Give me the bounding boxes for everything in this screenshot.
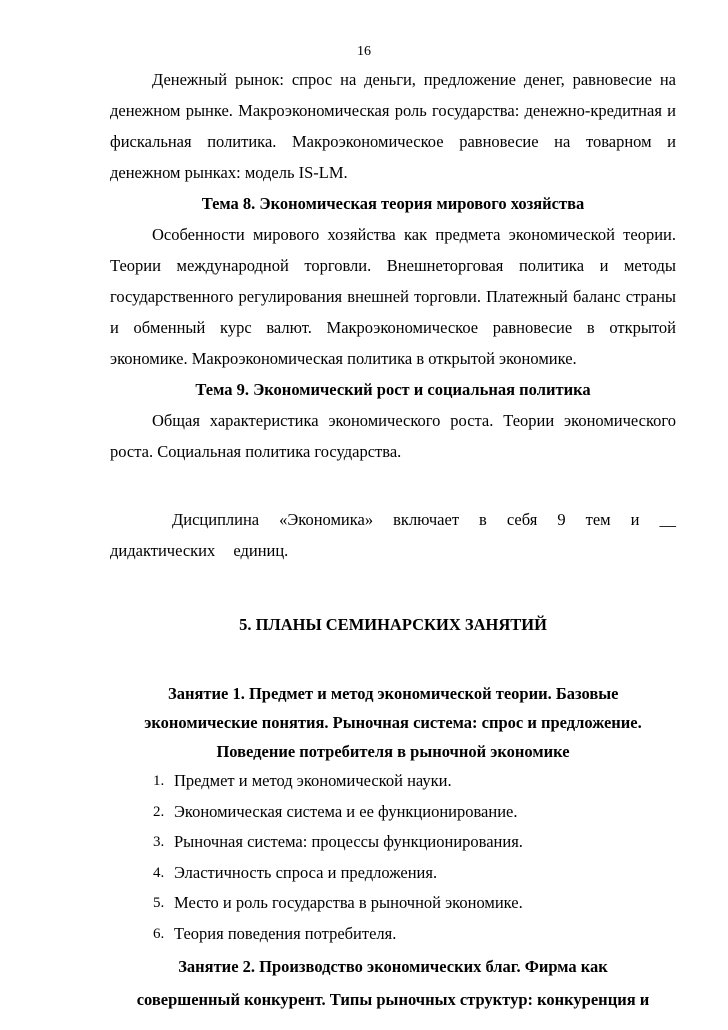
lesson-1-items	[110, 766, 676, 949]
lesson-1-title-line-2: экономические понятия. Рыночная система: спрос и предложение.	[144, 713, 642, 732]
list-item-text: Экономическая система и ее функционирование.	[174, 801, 518, 821]
list-item	[110, 888, 676, 919]
list-item-text: Теория поведения потребителя.	[174, 923, 397, 943]
paragraph-money-market: Денежный рынок: спрос на деньги, предложение денег, равновесие на денежном рынке. Макроэкономическая роль государства: денежно-кредитная и фискальная политика. Макроэкономическое равновесие на товарном и денежном рынках: модель IS-LM.	[110, 70, 676, 182]
topic-9-title: Тема 9. Экономический рост и социальная политика	[195, 380, 591, 399]
list-item-number: 4.	[153, 864, 165, 881]
lesson-2-title	[98, 950, 688, 1016]
page-number: 16	[357, 44, 371, 59]
lesson-1-title-line-3: Поведение потребителя в рыночной экономике	[216, 742, 570, 761]
list-item-number: 6.	[153, 925, 165, 942]
list-item-number: 1.	[153, 773, 165, 789]
list-item	[110, 797, 676, 828]
paragraph-topic-8: Особенности мирового хозяйства как предмета экономической теории. Теории международной торговли. Внешнеторговая политика и методы государственного регулирования внешней торговли. Платежный баланс страны и обменный курс валют. Макроэкономическое равновесие в открытой экономике. Макроэкономическая политика в открытой экономике.	[110, 225, 676, 368]
section-title: 5. ПЛАНЫ СЕМИНАРСКИХ ЗАНЯТИЙ	[239, 615, 547, 634]
lesson-2-title-line-2: совершенный конкурент. Типы рыночных структур: конкуренция и	[136, 990, 650, 1009]
discipline-statement	[110, 504, 676, 566]
lesson-1-title-line-1: Занятие 1. Предмет и метод экономической теории. Базовые	[168, 684, 619, 703]
discipline-tail: дидактических единиц.	[110, 541, 289, 560]
list-item	[110, 858, 676, 889]
lesson-2-title-line-1: Занятие 2. Производство экономических благ. Фирма как	[178, 957, 608, 976]
list-item	[110, 827, 676, 858]
paragraph-topic-9: Общая характеристика экономического роста. Теории экономического роста. Социальная политика государства.	[110, 411, 676, 461]
list-item-number: 2.	[153, 803, 165, 820]
list-item	[110, 919, 676, 950]
discipline-text: Дисциплина «Экономика» включает в себя 9 тем и	[172, 510, 640, 529]
list-item-number: 5.	[153, 895, 165, 911]
discipline-blank: __	[659, 510, 677, 529]
list-item-number: 3.	[153, 834, 165, 850]
list-item-text: Эластичность спроса и предложения.	[174, 862, 438, 882]
list-item-text: Место и роль государства в рыночной экономике.	[174, 893, 523, 912]
document-body	[110, 64, 676, 1016]
lesson-1-title	[98, 679, 688, 766]
topic-8-title: Тема 8. Экономическая теория мирового хозяйства	[201, 194, 585, 213]
list-item-text: Предмет и метод экономической науки.	[174, 771, 452, 790]
list-item	[110, 766, 676, 797]
list-item-text: Рыночная система: процессы функционирования.	[174, 832, 523, 851]
